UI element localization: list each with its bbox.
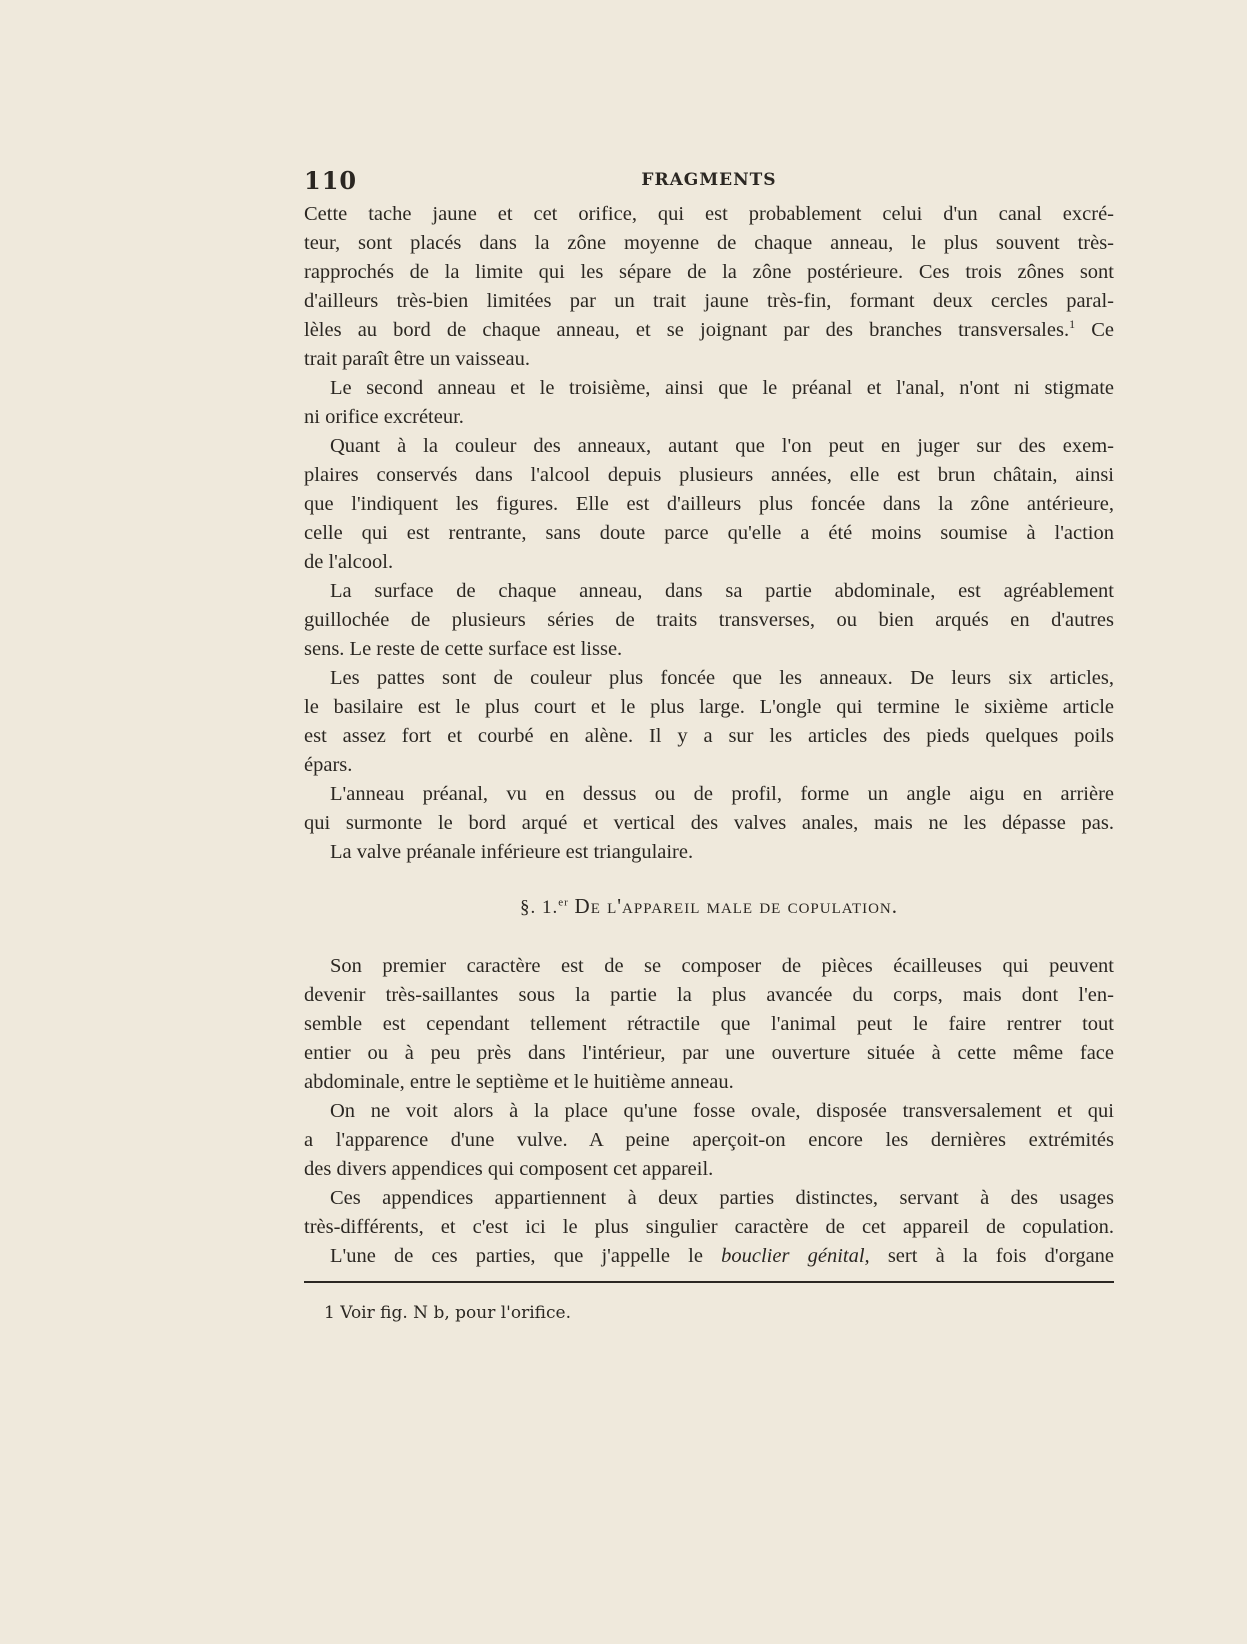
text-line: devenir très-saillantes sous la partie la plus avancée du corps, mais dont l'en- (304, 984, 1114, 1006)
text-line: très-différents, et c'est ici le plus singulier caractère de cet appareil de copulation. (304, 1216, 1114, 1238)
text-line: Le second anneau et le troisième, ainsi que le préanal et l'anal, n'ont ni stigmate (330, 377, 1114, 399)
italic-term: bouclier génital, (721, 1245, 870, 1267)
text-line-main: lèles au bord de chaque anneau, et se joignant par des branches transversales. (304, 319, 1070, 341)
text-line: que l'indiquent les figures. Elle est d'ailleurs plus foncée dans la zône antérieure, (304, 493, 1114, 515)
text-line: L'anneau préanal, vu en dessus ou de profil, forme un angle aigu en arrière (330, 783, 1114, 805)
text-line: guillochée de plusieurs séries de traits transverses, ou bien arqués en d'autres (304, 609, 1114, 631)
section-title: De l'appareil male de copulation. (574, 894, 899, 918)
text-line: trait paraît être un vaisseau. (304, 348, 530, 370)
text-line: La surface de chaque anneau, dans sa partie abdominale, est agréablement (330, 580, 1114, 602)
footnote-text: Voir fig. N b, pour l'orifice. (340, 1303, 571, 1323)
text-line: celle qui est rentrante, sans doute parce qu'elle a été moins soumise à l'action (304, 522, 1114, 544)
footnote-reference: 1 (1069, 317, 1076, 332)
section-heading (304, 894, 1114, 919)
section-number: §. 1. (519, 897, 559, 918)
text-line: semble est cependant tellement rétractile que l'animal peut le faire rentrer tout (304, 1013, 1114, 1035)
text-line: rapprochés de la limite qui les sépare de la zône postérieure. Ces trois zônes sont (304, 261, 1114, 283)
text-line (304, 316, 1114, 344)
text-line: sens. Le reste de cette surface est lisse. (304, 638, 623, 660)
text-line-main: L'une de ces parties, que j'appelle le (330, 1245, 703, 1267)
running-head: FRAGMENTS (641, 170, 777, 190)
text-line: La valve préanale inférieure est triangulaire. (330, 841, 694, 863)
section-number-sup: er (558, 896, 569, 909)
text-line: Les pattes sont de couleur plus foncée que les anneaux. De leurs six articles, (330, 667, 1114, 689)
text-line-suffix: sert à la fois d'organe (887, 1245, 1115, 1267)
text-line: a l'apparence d'une vulve. A peine aperçoit-on encore les dernières extrémités (304, 1129, 1114, 1151)
text-line: d'ailleurs très-bien limitées par un trait jaune très-fin, formant deux cercles paral- (304, 290, 1114, 312)
text-line: abdominale, entre le septième et le huitième anneau. (304, 1071, 734, 1093)
text-line: des divers appendices qui composent cet appareil. (304, 1158, 714, 1180)
footnote-number: 1 (324, 1303, 335, 1323)
text-line: On ne voit alors à la place qu'une fosse ovale, disposée transversalement et qui (330, 1100, 1114, 1122)
text-line-suffix: Ce (1091, 319, 1115, 341)
text-line: le basilaire est le plus court et le plus large. L'ongle qui termine le sixième article (304, 696, 1114, 718)
text-line: entier ou à peu près dans l'intérieur, par une ouverture située à cette même face (304, 1042, 1114, 1064)
text-line: ni orifice excréteur. (304, 406, 464, 428)
text-line: Ces appendices appartiennent à deux parties distinctes, servant à des usages (330, 1187, 1114, 1209)
text-line: Son premier caractère est de se composer de pièces écailleuses qui peuvent (330, 955, 1114, 977)
text-line (304, 1242, 1114, 1270)
text-line: Cette tache jaune et cet orifice, qui est probablement celui d'un canal excré- (304, 203, 1114, 225)
text-line: qui surmonte le bord arqué et vertical des valves anales, mais ne les dépasse pas. (304, 812, 1114, 834)
page-header (304, 166, 1114, 200)
text-line: teur, sont placés dans la zône moyenne de chaque anneau, le plus souvent très- (304, 232, 1114, 254)
page-number: 110 (304, 166, 358, 195)
text-line: épars. (304, 754, 353, 776)
text-line: plaires conservés dans l'alcool depuis plusieurs années, elle est brun châtain, ainsi (304, 464, 1114, 486)
text-line: est assez fort et courbé en alène. Il y a sur les articles des pieds quelques poils (304, 725, 1114, 747)
footnote-rule (304, 1281, 1114, 1283)
footnote (324, 1303, 571, 1323)
text-line: de l'alcool. (304, 551, 394, 573)
text-line: Quant à la couleur des anneaux, autant que l'on peut en juger sur des exem- (330, 435, 1114, 457)
